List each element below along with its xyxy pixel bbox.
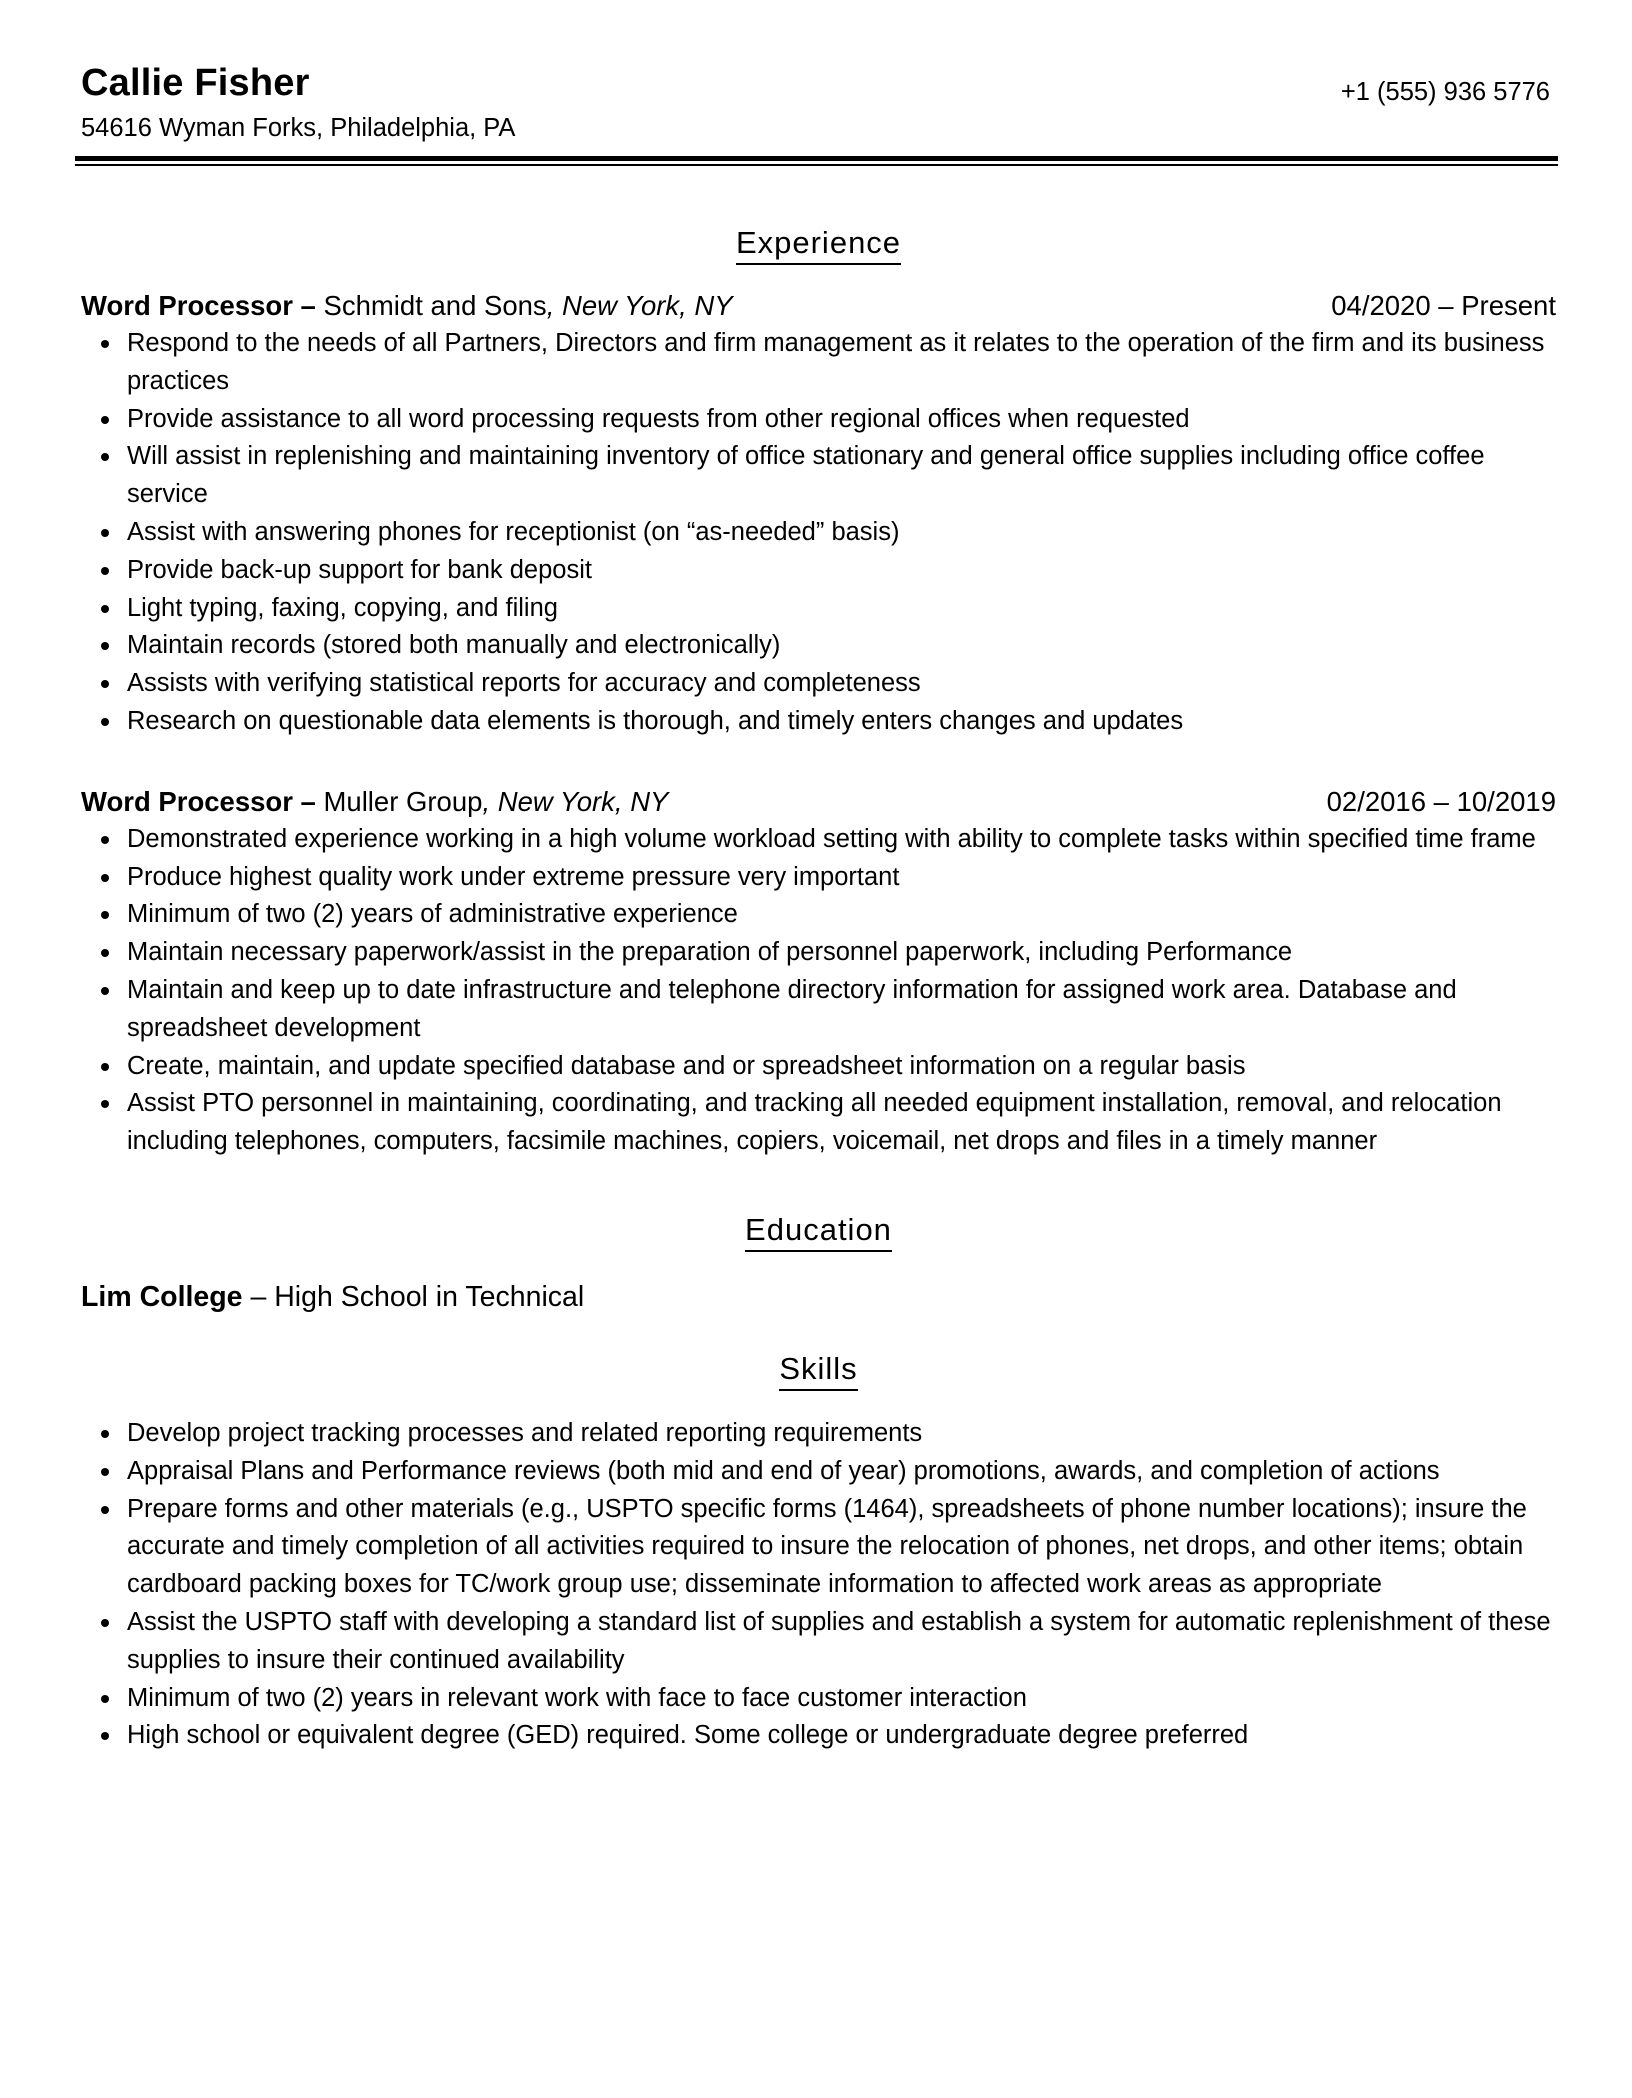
job-bullet: Create, maintain, and update specified database and or spreadsheet information on a regular basis bbox=[81, 1048, 1556, 1086]
skills-bullet-list bbox=[81, 1415, 1556, 1755]
job-title-group bbox=[81, 783, 668, 821]
skill-item: Prepare forms and other materials (e.g., USPTO specific forms (1464), spreadsheets of phone number locations); insure the accurate and timely completion of all activities required to insure the relocation of phones, net drops, and other items; obtain cardboard packing boxes for TC/work group use; disseminate information to affected work areas as appropriate bbox=[81, 1491, 1556, 1604]
job-bullet: Assists with verifying statistical reports for accuracy and completeness bbox=[81, 665, 1556, 703]
resume-header bbox=[81, 0, 1556, 166]
education-degree: – High School in Technical bbox=[242, 1280, 585, 1313]
education-entry bbox=[81, 1278, 1556, 1316]
experience-heading-text: Experience bbox=[736, 224, 901, 265]
section-heading-skills bbox=[81, 1350, 1556, 1391]
job-bullet: Assist with answering phones for receptionist (on “as-needed” basis) bbox=[81, 514, 1556, 552]
header-divider-thick bbox=[75, 156, 1558, 161]
skills-section bbox=[81, 1350, 1556, 1755]
job-title: Word Processor – bbox=[81, 290, 316, 321]
skill-item: Assist the USPTO staff with developing a standard list of supplies and establish a system for automatic replenishment of these supplies to insure their continued availability bbox=[81, 1604, 1556, 1680]
experience-section bbox=[81, 224, 1556, 1161]
education-heading-text: Education bbox=[745, 1211, 892, 1252]
candidate-address: 54616 Wyman Forks, Philadelphia, PA bbox=[81, 114, 516, 142]
job-company: Muller Group bbox=[315, 785, 483, 817]
job-dates: 04/2020 – Present bbox=[1331, 290, 1556, 321]
job-company: Schmidt and Sons bbox=[315, 290, 547, 321]
job-bullet: Assist PTO personnel in maintaining, coordinating, and tracking all needed equipment installation, removal, and relocation including telephones, computers, facsimile machines, copiers, voicemail, net drops and files in a timely manner bbox=[81, 1085, 1556, 1161]
job-bullet: Provide assistance to all word processing requests from other regional offices when requested bbox=[81, 401, 1556, 439]
job-entry bbox=[81, 783, 1556, 1161]
job-title-line bbox=[81, 783, 1556, 821]
header-divider-thin bbox=[75, 164, 1558, 166]
job-title-line bbox=[81, 287, 1556, 325]
job-bullet: Maintain records (stored both manually and electronically) bbox=[81, 627, 1556, 665]
job-location: , New York, NY bbox=[546, 290, 733, 321]
skill-item: Develop project tracking processes and related reporting requirements bbox=[81, 1415, 1556, 1453]
job-bullet: Minimum of two (2) years of administrative experience bbox=[81, 896, 1556, 934]
job-bullet: Provide back-up support for bank deposit bbox=[81, 552, 1556, 590]
education-school: Lim College bbox=[81, 1280, 243, 1313]
job-bullet-list bbox=[81, 325, 1556, 741]
job-bullet: Research on questionable data elements is thorough, and timely enters changes and updates bbox=[81, 703, 1556, 741]
skill-item: Appraisal Plans and Performance reviews (both mid and end of year) promotions, awards, and completion of actions bbox=[81, 1453, 1556, 1491]
job-location: , New York, NY bbox=[482, 785, 669, 817]
job-title: Word Processor – bbox=[81, 785, 316, 817]
skill-item: High school or equivalent degree (GED) required. Some college or undergraduate degree preferred bbox=[81, 1717, 1556, 1755]
job-bullet: Demonstrated experience working in a high volume workload setting with ability to complete tasks within specified time frame bbox=[81, 821, 1556, 859]
job-bullet: Maintain necessary paperwork/assist in the preparation of personnel paperwork, including Performance bbox=[81, 934, 1556, 972]
job-bullet: Respond to the needs of all Partners, Directors and firm management as it relates to the operation of the firm and its business practices bbox=[81, 325, 1556, 401]
job-dates: 02/2016 – 10/2019 bbox=[1326, 785, 1556, 817]
skills-heading-text: Skills bbox=[779, 1350, 857, 1391]
job-entry bbox=[81, 287, 1556, 741]
section-heading-education bbox=[81, 1211, 1556, 1252]
job-bullet: Will assist in replenishing and maintaining inventory of office stationary and general office supplies including office coffee service bbox=[81, 438, 1556, 514]
candidate-name: Callie Fisher bbox=[81, 62, 310, 104]
candidate-phone: +1 (555) 936 5776 bbox=[1340, 78, 1550, 106]
job-bullet: Produce highest quality work under extreme pressure very important bbox=[81, 859, 1556, 897]
job-bullet: Light typing, faxing, copying, and filing bbox=[81, 590, 1556, 628]
job-bullet: Maintain and keep up to date infrastructure and telephone directory information for assigned work area. Database and spreadsheet development bbox=[81, 972, 1556, 1048]
section-heading-experience bbox=[81, 224, 1556, 265]
job-title-group bbox=[81, 287, 733, 325]
job-bullet-list bbox=[81, 821, 1556, 1161]
education-section bbox=[81, 1211, 1556, 1316]
skill-item: Minimum of two (2) years in relevant work with face to face customer interaction bbox=[81, 1680, 1556, 1718]
